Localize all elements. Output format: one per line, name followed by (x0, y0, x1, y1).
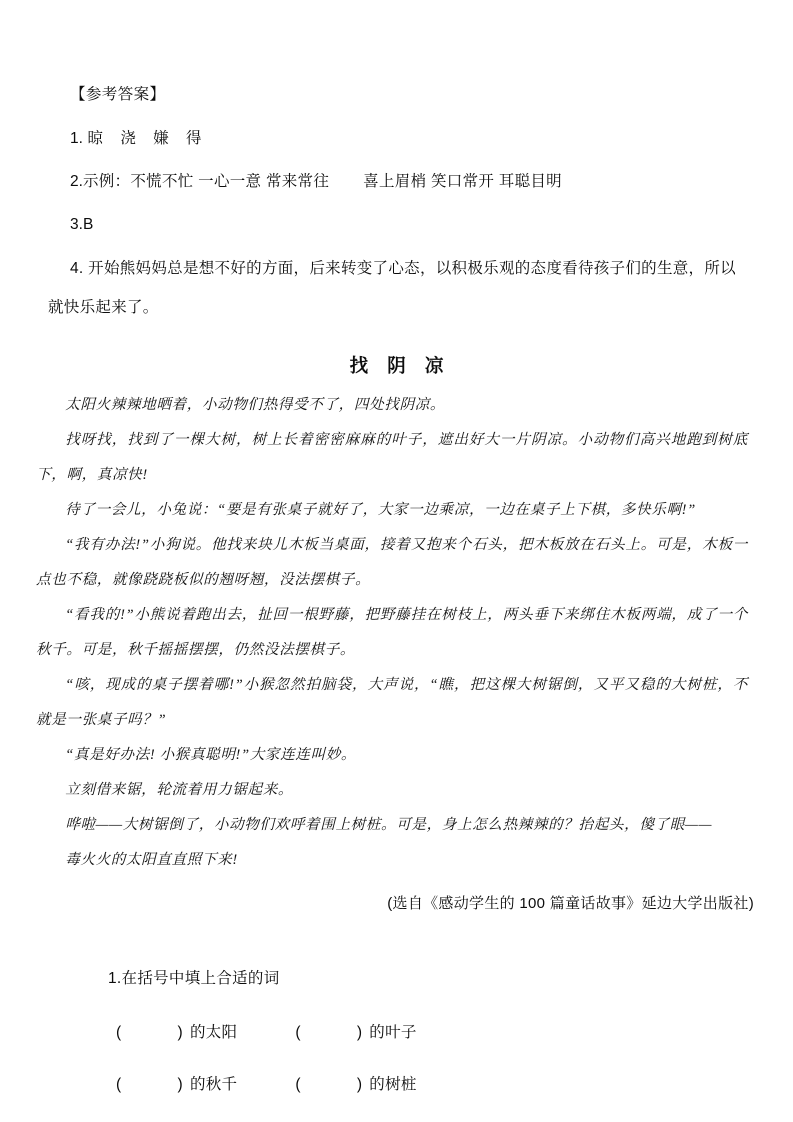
question-1-row-2 (116, 1072, 748, 1094)
answer-item-2-label: 示例： (82, 173, 131, 190)
paren-open: ( (116, 1076, 122, 1093)
story-paragraph: “咳，现成的桌子摆着哪!”小猴忽然拍脑袋，大声说，“瞧，把这棵大树锯倒，又平又稳的大树桩，不就是一张桌子吗？” (36, 677, 748, 728)
fill-in-blank-item[interactable] (295, 1072, 416, 1094)
story-paragraph: 哗啦——大树锯倒了，小动物们欢呼着围上树桩。可是，身上怎么热辣辣的？抬起头，傻了眼—— (65, 817, 713, 833)
blank-label: 的太阳 (189, 1024, 238, 1041)
answer-item-2-group-1: 不慌不忙 一心一意 常来常往 (130, 173, 330, 190)
paren-close: ) (356, 1076, 363, 1093)
questions-section (48, 968, 748, 1094)
story-paragraph: 找呀找，找到了一棵大树，树上长着密密麻麻的叶子，遮出好大一片阴凉。小动物们高兴地跑到树底下，啊，真凉快! (36, 432, 748, 483)
story-paragraph: “真是好办法! 小猴真聪明!”大家连连叫妙。 (65, 747, 357, 763)
story-paragraph: 毒火火的太阳直直照下来! (65, 852, 238, 868)
fill-in-blank-item[interactable] (295, 1020, 416, 1042)
answer-char: 晾 (87, 130, 104, 147)
answer-char: 得 (185, 130, 202, 147)
story-body (36, 388, 748, 878)
question-1-stem: 1.在括号中填上合适的词 (108, 970, 280, 987)
answer-item-2-group-2: 喜上眉梢 笑口常开 耳聪目明 (363, 173, 562, 190)
answer-key-heading: 【参考答案】 (70, 86, 166, 103)
answer-item-3-number: 3. (70, 216, 83, 233)
answer-char: 浇 (120, 130, 137, 147)
answer-item-1-number: 1. (70, 130, 83, 147)
answer-item-4 (48, 249, 742, 327)
answer-item-3 (70, 214, 748, 235)
fill-in-blank-item[interactable] (116, 1072, 237, 1094)
story-title: 找 阴 凉 (349, 355, 451, 376)
story-source-citation: (选自《感动学生的 100 篇童话故事》延边大学出版社) (387, 895, 754, 912)
blank-label: 的秋千 (189, 1076, 238, 1093)
answer-item-2-number: 2. (70, 173, 83, 190)
paren-close: ) (356, 1024, 363, 1041)
answer-item-1 (70, 128, 748, 149)
story-paragraph: 待了一会儿，小兔说：“要是有张桌子就好了，大家一边乘凉，一边在桌子上下棋，多快乐啊!” (65, 502, 696, 518)
answer-item-4-text: 开始熊妈妈总是想不好的方面，后来转变了心态，以积极乐观的态度看待孩子们的生意，所以就快乐起来了。 (48, 260, 736, 316)
paren-open: ( (116, 1024, 122, 1041)
question-1-row-1 (116, 1020, 748, 1042)
answer-item-1-characters (88, 130, 219, 147)
paren-open: ( (295, 1024, 301, 1041)
answer-item-2 (70, 171, 748, 192)
answer-char: 嫌 (153, 130, 169, 147)
fill-in-blank-item[interactable] (116, 1020, 237, 1042)
story-paragraph: “我有办法!”小狗说。他找来块儿木板当桌面，接着又抱来个石头，把木板放在石头上。可是，木板一点也不稳，就像跷跷板似的翘呀翘，没法摆棋子。 (36, 537, 748, 588)
answer-key-section (48, 84, 748, 327)
blank-label: 的叶子 (369, 1024, 417, 1041)
paren-close: ) (177, 1024, 183, 1041)
story-paragraph: “看我的!”小熊说着跑出去，扯回一根野藤，把野藤挂在树枝上，两头垂下来绑住木板两端，成了一个秋千。可是，秋千摇摇摆摆，仍然没法摆棋子。 (36, 607, 748, 658)
blank-label: 的树桩 (369, 1076, 417, 1093)
story-paragraph: 立刻借来锯，轮流着用力锯起来。 (65, 782, 294, 798)
answer-item-4-number: 4. (70, 260, 84, 277)
story-paragraph: 太阳火辣辣地晒着，小动物们热得受不了，四处找阴凉。 (65, 397, 446, 413)
paren-close: ) (177, 1076, 183, 1093)
paren-open: ( (295, 1076, 301, 1093)
answer-item-3-answer: B (82, 216, 94, 233)
